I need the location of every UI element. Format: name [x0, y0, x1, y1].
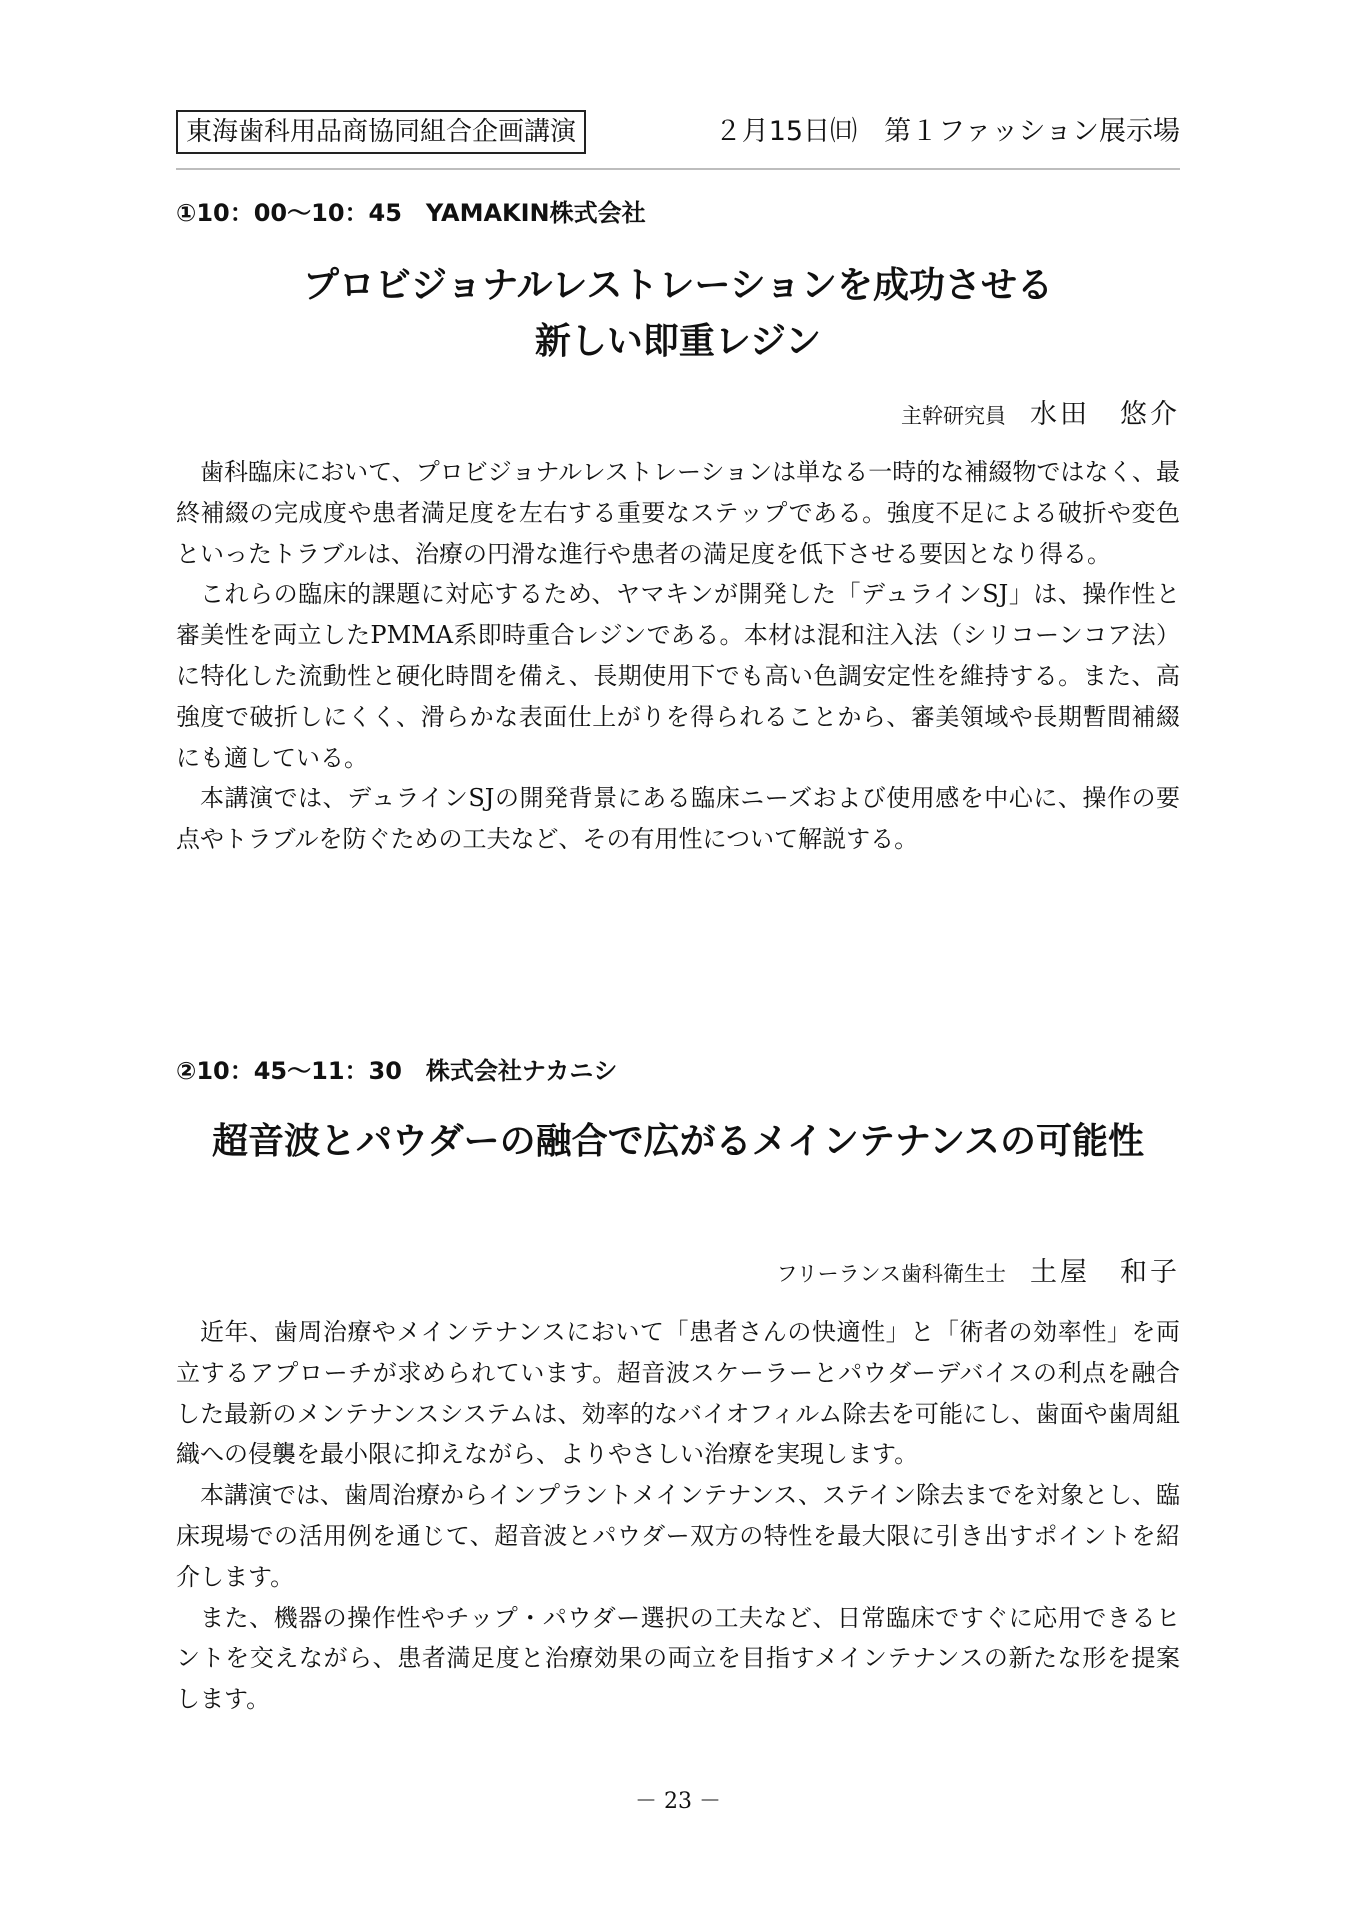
session-2-title	[176, 1114, 1180, 1170]
session-2-abstract	[176, 1312, 1180, 1720]
session-1-paragraph-2: これらの臨床的課題に対応するため、ヤマキンが開発した「デュラインSJ」は、操作性と審美性を両立したPMMA系即時重合レジンである。本材は混和注入法（シリコーンコア法）に特化した流動性と硬化時間を備え、長期使用下でも高い色調安定性を維持する。また、高強度で破折しにくく、滑らかな表面仕上がりを得られることから、審美領域や長期暫間補綴にも適している。	[176, 580, 1180, 772]
session-1-abstract	[176, 452, 1180, 860]
session-2-paragraph-2: 本講演では、歯周治療からインプラントメインテナンス、ステイン除去までを対象とし、臨床現場での活用例を通じて、超音波とパウダー双方の特性を最大限に引き出すポイントを紹介します。	[176, 1481, 1180, 1591]
session-1-title-line-2: 新しい即重レジン	[534, 321, 822, 362]
page-header	[176, 110, 1180, 156]
session-1-speaker-role: 主幹研究員	[901, 404, 1006, 428]
page-number: － 23 －	[635, 1789, 721, 1814]
session-1-paragraph-1: 歯科臨床において、プロビジョナルレストレーションは単なる一時的な補綴物ではなく、最終補綴の完成度や患者満足度を左右する重要なステップである。強度不足による破折や変色といったトラブルは、治療の円滑な進行や患者の満足度を低下させる要因となり得る。	[176, 458, 1180, 568]
session-2-paragraph-1: 近年、歯周治療やメインテナンスにおいて「患者さんの快適性」と「術者の効率性」を両立するアプローチが求められています。超音波スケーラーとパウダーデバイスの利点を融合した最新のメンテナンスシステムは、効率的なバイオフィルム除去を可能にし、歯面や歯周組織への侵襲を最小限に抑えながら、よりやさしい治療を実現します。	[176, 1318, 1180, 1469]
session-2-speaker	[776, 1250, 1180, 1289]
session-2-speaker-role: フリーランス歯科衛生士	[776, 1262, 1006, 1286]
session-2-time-company: ②10：45〜11：30 株式会社ナカニシ	[176, 1057, 618, 1085]
session-1-title-line-1: プロビジョナルレストレーションを成功させる	[302, 265, 1054, 306]
date-venue: ２月15日㈰ 第１ファッション展示場	[714, 116, 1180, 147]
session-2-speaker-name: 土屋 和子	[1030, 1257, 1180, 1288]
session-1-time-company: ①10：00〜10：45 YAMAKIN株式会社	[176, 199, 646, 227]
session-1-paragraph-3: 本講演では、デュラインSJの開発背景にある臨床ニーズおよび使用感を中心に、操作の要点やトラブルを防ぐための工夫など、その有用性について解説する。	[176, 784, 1180, 854]
session-1-speaker	[901, 392, 1180, 431]
session-1-title	[176, 258, 1180, 370]
session-1-speaker-name: 水田 悠介	[1030, 399, 1180, 430]
session-2-paragraph-3: また、機器の操作性やチップ・パウダー選択の工夫など、日常臨床ですぐに応用できるヒントを交えながら、患者満足度と治療効果の両立を目指すメインテナンスの新たな形を提案します。	[176, 1603, 1180, 1714]
header-divider	[176, 168, 1180, 170]
organizer-label: 東海歯科用品商協同組合企画講演	[176, 110, 586, 154]
session-2-title-line-1: 超音波とパウダーの融合で広がるメインテナンスの可能性	[211, 1121, 1145, 1162]
